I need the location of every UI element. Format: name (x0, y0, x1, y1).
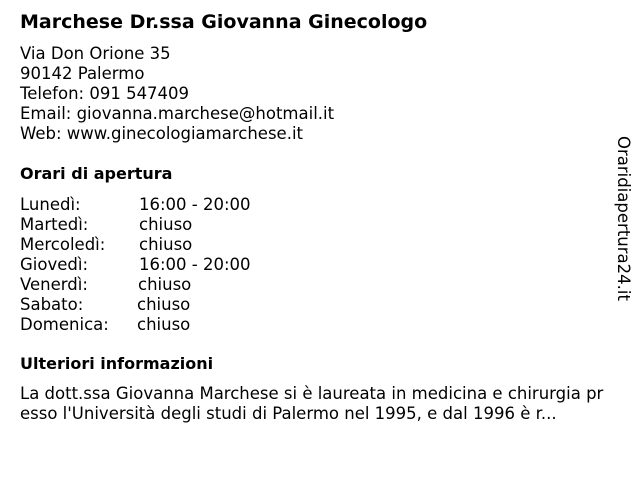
opening-hours-heading: Orari di apertura (20, 164, 173, 183)
day-label: Sabato: (20, 295, 84, 314)
day-label: Martedì: (20, 215, 89, 234)
day-hours: chiuso (137, 295, 191, 314)
day-hours: chiuso (139, 235, 193, 254)
more-info-heading: Ulteriori informazioni (20, 354, 214, 373)
website: Web: www.ginecologiamarchese.it (20, 124, 304, 143)
postal-city: 90142 Palermo (20, 64, 145, 83)
day-label: Venerdì: (20, 275, 88, 294)
day-label: Giovedì: (20, 255, 88, 274)
day-hours: chiuso (138, 275, 192, 294)
email-address: Email: giovanna.marchese@hotmail.it (20, 104, 335, 123)
day-label: Domenica: (20, 315, 109, 334)
day-label: Lunedì: (20, 195, 81, 214)
day-label: Mercoledì: (20, 235, 106, 254)
business-name: Marchese Dr.ssa Giovanna Ginecologo (20, 11, 428, 33)
watermark-text: Oraridiapertura24.it (614, 136, 633, 301)
day-hours: chiuso (139, 215, 193, 234)
day-hours: 16:00 - 20:00 (139, 255, 251, 274)
more-info-text: La dott.ssa Giovanna Marchese si è laureata in medicina e chirurgia presso l'Università degli studi di Palermo nel 1995, e dal 1996 è r... (20, 384, 604, 423)
day-hours: chiuso (137, 315, 191, 334)
street-address: Via Don Orione 35 (20, 44, 171, 63)
phone-number: Telefon: 091 547409 (20, 84, 190, 103)
contact-info (20, 44, 334, 144)
day-hours: 16:00 - 20:00 (139, 195, 251, 214)
